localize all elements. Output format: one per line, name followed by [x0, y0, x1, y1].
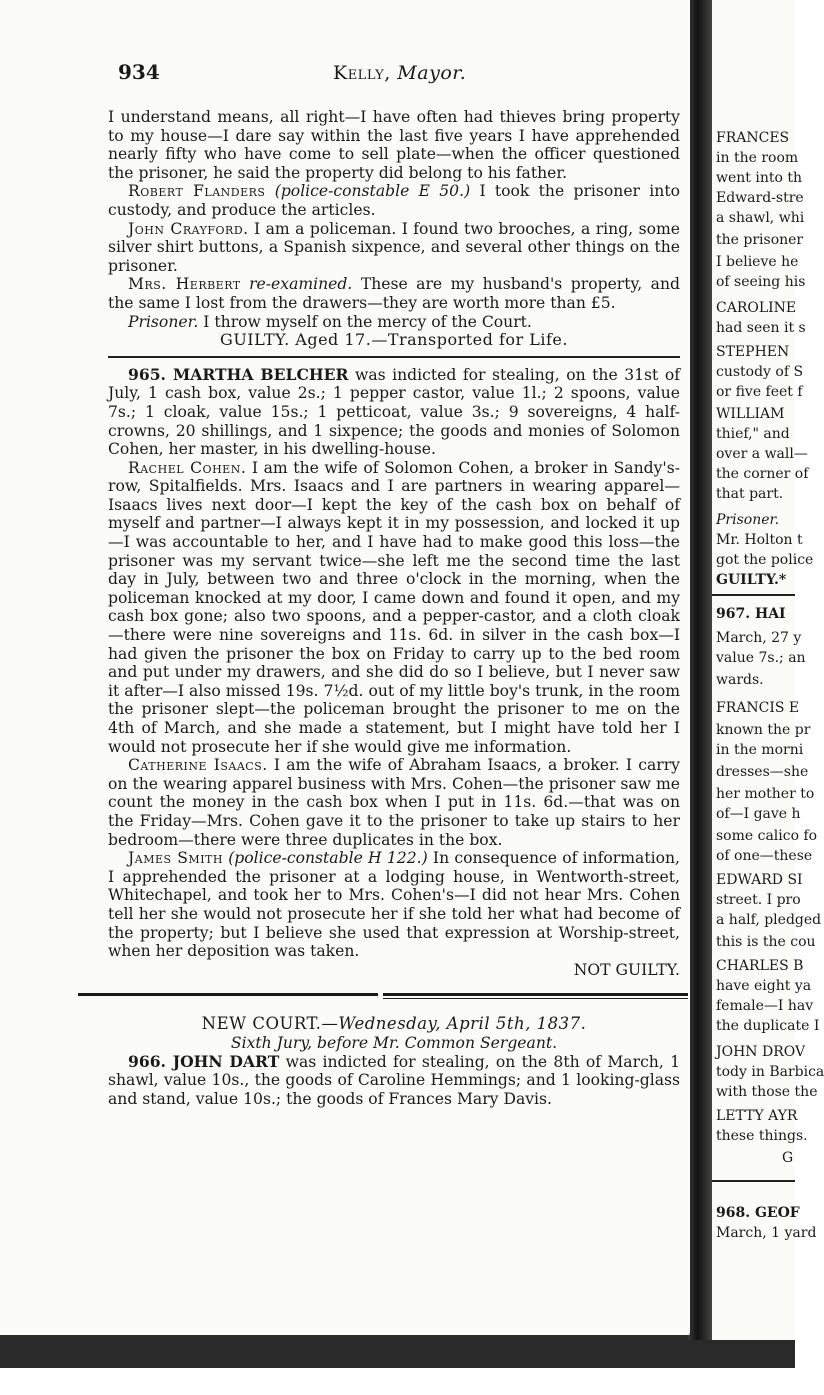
book-edge-shadow [0, 1330, 795, 1370]
testimony: These are my husband's property, and the same I lost from the drawers—they are worth more than £5. [108, 275, 680, 312]
jury-heading: Sixth Jury, before Mr. Common Sergeant. [230, 1033, 558, 1052]
right-page-line: with those the [716, 1084, 818, 1100]
court-name: NEW COURT.— [201, 1014, 339, 1034]
testimony: I am the wife of Solomon Cohen, a broker in Sandy's-row, Spitalfields. Mrs. Isaacs and I are partners in wearing apparel—Isaacs lives next door—I kept the key of the cash box on behalf of myself and partner—I always kept it in my possession, and locked it up—I was accountable to her, and I have had to make good this loss—the prisoner was my servant twice—she left me the second time the last day in July, between two and three o'clock in the morning, when the policeman knocked at my door, I came down and found it open, and my cash box gone; also two spoons, and a pepper-castor, and a cloth cloak—there were nine sovereigns and 11s. 6d. in silver in the cash box—I had given the prisoner the box on Friday to carry up to the bed room and put under my drawers, and she did do so I believe, but I never saw it after—I also missed 19s. 7½d. out of my little boy's trunk, in the room the prisoner slept—the policeman brought the prisoner to me on the 4th of March, and she made a statement, but I might have told her I would not prosecute her if she would give me information. [108, 458, 680, 756]
right-page-line: in the morni [716, 742, 804, 758]
testimony: I am the wife of Abraham Isaacs, a broker. I carry on the wearing apparel business with Mrs. Cohen—the prisoner saw me count the money in the cash box when I put in 11s. 6d.—that was on the Friday—Mrs. Cohen gave it to the prisoner to take up stairs to her bedroom—there were three duplicates in the box. [108, 756, 680, 849]
case-paragraph [108, 366, 680, 459]
page-header [118, 60, 678, 90]
witness-name: Prisoner. [128, 312, 199, 331]
right-page-line: JOHN DROV [716, 1044, 806, 1060]
running-head-name: Kelly, [333, 62, 391, 84]
witness-name: Mrs. Herbert [128, 275, 241, 294]
right-page-line: Mr. Holton t [716, 532, 803, 548]
right-page-line: FRANCES [716, 130, 790, 146]
right-page-line: CAROLINE [716, 300, 797, 316]
case-heading: 965. MARTHA BELCHER [128, 364, 349, 384]
right-page-line: went into th [716, 170, 803, 186]
right-page-line: G [782, 1150, 794, 1166]
right-page-line: of—I gave h [716, 806, 801, 822]
witness-name: Rachel Cohen. [128, 458, 247, 477]
right-page-line: LETTY AYR [716, 1108, 798, 1124]
right-page-line: EDWARD SI [716, 872, 803, 888]
witness-role: re-examined. [249, 275, 353, 294]
right-page-line: her mother to [716, 786, 815, 802]
right-page-line: I believe he [716, 254, 799, 270]
indictment: was indicted for stealing, on the 31st of July, 1 cash box, value 2s.; 1 pepper castor, value 1l.; 2 spoons, value 7s.; 1 cloak, value 15s.; 1 petticoat, value 3s.; 9 sovereigns, 4 half-crowns, 20 shillings, and 1 sixpence; the goods and monies of Solomon Cohen, her master, in his dwelling-house. [108, 365, 680, 459]
right-page-line: FRANCIS E [716, 700, 800, 716]
paragraph [108, 313, 680, 332]
paragraph [108, 756, 680, 849]
right-page-line: 968. GEOF [716, 1205, 800, 1221]
right-page-line: March, 27 y [716, 630, 802, 646]
right-page-line: female—I hav [716, 998, 814, 1014]
right-page-fragment [712, 0, 824, 1340]
right-page-line: got the police [716, 552, 814, 568]
right-page-line: a half, pledged [716, 912, 822, 928]
right-page-line: have eight ya [716, 978, 812, 994]
right-page-line: in the room [716, 150, 799, 166]
case-divider [108, 356, 680, 358]
right-page-line: STEPHEN [716, 344, 790, 360]
witness-name: Catherine Isaacs. [128, 756, 268, 775]
right-page-line: or five feet f [716, 384, 803, 400]
case-heading: 966. JOHN DART [128, 1051, 280, 1071]
running-head-title: Mayor. [397, 62, 467, 84]
testimony: I took the prisoner into custody, and produce the articles. [108, 182, 680, 219]
witness-name: James Smith [128, 849, 223, 868]
right-page-line: value 7s.; an [716, 650, 806, 666]
right-page-line: these things. [716, 1128, 808, 1144]
right-page-line: 967. HAI [716, 606, 786, 622]
paragraph [108, 459, 680, 757]
running-head [333, 62, 466, 84]
text-column [108, 108, 680, 1108]
indictment: was indicted for stealing, on the 8th of March, 1 shawl, value 10s., the goods of Caroline Hemmings; and 1 looking-glass and stand, value 10s.; the goods of Frances Mary Davis. [108, 1052, 680, 1108]
right-page-line: custody of S [716, 364, 804, 380]
testimony: In consequence of information, I apprehended the prisoner at a lodging house, in Wentworth-street, Whitechapel, and took her to Mrs. Cohen's—I did not hear Mrs. Cohen tell her she would not prosecute her if she told her what had become of the property; but I believe she used that expression at Worship-street, when her deposition was taken. [108, 849, 680, 961]
court-divider [78, 993, 688, 1001]
court-heading [108, 1015, 680, 1034]
right-page-line: had seen it s [716, 320, 806, 336]
right-page-line: wards. [716, 672, 764, 688]
court-date: Wednesday, April 5th, 1837. [338, 1014, 587, 1034]
right-page-line: Prisoner. [716, 512, 780, 528]
witness-role: (police-constable E 50.) [274, 182, 471, 201]
right-page-line: a shawl, whi [716, 210, 805, 226]
right-page-line: GUILTY.* [716, 572, 787, 588]
witness-role: (police-constable H 122.) [228, 849, 428, 868]
verdict: GUILTY. Aged 17.—Transported for Life. [220, 330, 568, 350]
page-number: 934 [118, 60, 160, 84]
paragraph: I understand means, all right—I have often had thieves bring property to my house—I dare say within the last five years I have apprehended nearly fifty who have come to sell plate—when the officer questioned the prisoner, he said the property did belong to his father. [108, 108, 680, 182]
paragraph [108, 275, 680, 312]
testimony: I throw myself on the mercy of the Court. [203, 312, 532, 331]
verdict: NOT GUILTY. [573, 960, 680, 979]
right-page-line: known the pr [716, 722, 811, 738]
right-page-line: tody in Barbica [716, 1064, 824, 1080]
scan-margin [0, 1368, 795, 1395]
right-page-rule [712, 594, 795, 596]
paragraph [108, 182, 680, 219]
right-page-line: over a wall— [716, 446, 808, 462]
right-page-line: this is the cou [716, 934, 816, 950]
paragraph [108, 849, 680, 961]
right-page-line: WILLIAM [716, 406, 785, 422]
right-page-line: street. I pro [716, 892, 801, 908]
right-page-line: the duplicate I [716, 1018, 820, 1034]
right-page-rule [712, 1180, 795, 1182]
case-paragraph [108, 1053, 680, 1109]
right-page-line: some calico fo [716, 828, 818, 844]
paragraph [108, 220, 680, 276]
right-page-line: CHARLES B [716, 958, 804, 974]
right-page-line: March, 1 yard [716, 1225, 817, 1241]
testimony: I am a policeman. I found two brooches, a ring, some silver shirt buttons, a Spanish sixpence, and several other things on the prisoner. [108, 219, 680, 275]
witness-name: Robert Flanders [128, 182, 266, 201]
right-page-line: that part. [716, 486, 784, 502]
witness-name: John Crayford. [128, 219, 249, 238]
right-page-line: the corner of [716, 466, 809, 482]
right-page-line: of seeing his [716, 274, 806, 290]
right-page-line: dresses—she [716, 764, 809, 780]
right-page-line: of one—these [716, 848, 813, 864]
right-page-line: Edward-stre [716, 190, 804, 206]
right-page-line: the prisoner [716, 232, 804, 248]
right-page-line: thief," and [716, 426, 790, 442]
